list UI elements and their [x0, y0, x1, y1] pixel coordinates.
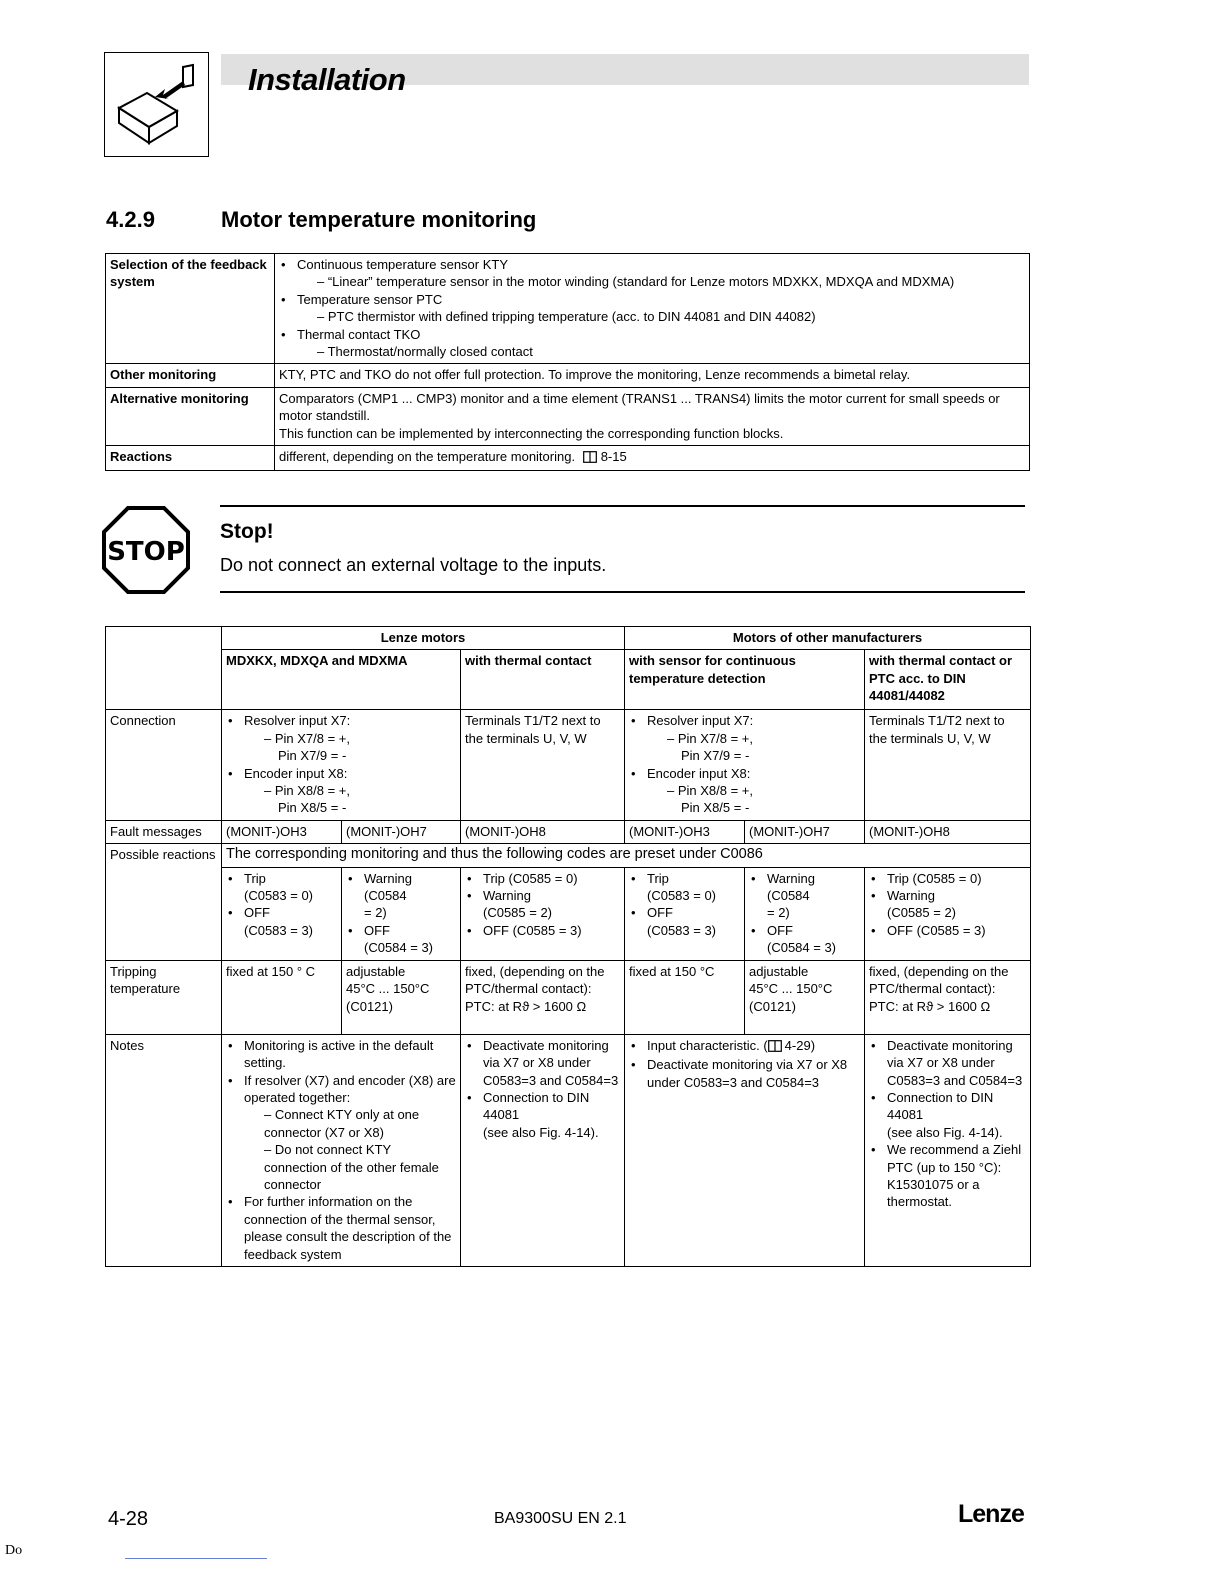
list-item — [629, 712, 860, 764]
alt-text-2: This function can be implemented by interconnecting the corresponding function blocks. — [279, 425, 784, 441]
note-text: 4-29) — [784, 1037, 816, 1053]
list-item: • OFF (C0585 = 3) — [465, 922, 620, 939]
reactions-text: different, depending on the temperature monitoring. — [279, 449, 576, 465]
alt-text-1: Comparators (CMP1 ... CMP3) monitor and a time element (TRANS1 ... TRANS4) limits the motor current for small speeds or motor standstill. — [279, 390, 1000, 424]
reaction-text: Warning — [887, 888, 935, 904]
selection-label: Selection of the feedback system — [106, 254, 275, 364]
notes-cell — [625, 1034, 865, 1266]
reaction-text: (C0583 = 0) — [647, 888, 717, 904]
list-item: • Trip (C0585 = 0) — [869, 870, 1026, 887]
section-title: Motor temperature monitoring — [221, 207, 537, 232]
fault-cell: (MONIT-)OH7 — [342, 820, 461, 843]
col-lenze-thermal: with thermal contact — [461, 650, 625, 710]
reaction-cell — [865, 867, 1031, 960]
reactions-cell — [275, 446, 1030, 471]
list-item-sub: – “Linear” temperature sensor in the motor winding (standard for Lenze motors MDXKX, MDXQA and MDXMA) — [317, 274, 955, 290]
stop-text: Do not connect an external voltage to the inputs. — [220, 555, 607, 575]
list-item — [749, 870, 860, 922]
fault-cell: (MONIT-)OH8 — [461, 820, 625, 843]
conn-pin: – Pin X7/8 = +, — [264, 730, 351, 746]
tripping-text: PTC: at Rϑ > 1600 Ω — [465, 998, 587, 1014]
selection-cell — [275, 254, 1030, 364]
document-code: BA9300SU EN 2.1 — [494, 1510, 627, 1527]
group-other: Motors of other manufacturers — [625, 627, 1031, 650]
reaction-text: Trip — [244, 870, 266, 886]
stop-sign-icon — [102, 506, 190, 594]
list-item-sub: – Thermostat/normally closed contact — [317, 344, 533, 360]
list-item — [629, 870, 740, 905]
stop-title: Stop! — [220, 520, 274, 543]
note-text: (see also Fig. 4-14). — [483, 1124, 599, 1140]
conn-pin: – Pin X8/8 = +, — [264, 783, 351, 799]
fault-cell: (MONIT-)OH8 — [865, 820, 1031, 843]
empty-cell — [106, 627, 222, 710]
note-text: – Connect KTY only at one connector (X7 or X8) — [264, 1107, 420, 1140]
list-item — [749, 922, 860, 957]
tripping-text: (C0121) — [346, 998, 393, 1014]
reaction-text: OFF — [647, 905, 673, 921]
notes-cell — [222, 1034, 461, 1266]
reaction-text: (C0583 = 3) — [244, 922, 314, 938]
reaction-text: (C0583 = 3) — [647, 922, 717, 938]
conn-other-sensor — [625, 710, 865, 820]
reaction-text: (C0583 = 0) — [244, 888, 314, 904]
reaction-cell — [625, 867, 745, 960]
list-item: • Trip (C0585 = 0) — [465, 870, 620, 887]
divider — [220, 505, 1025, 507]
tripping-text: PTC: at Rϑ > 1600 Ω — [869, 998, 991, 1014]
note-text: – Do not connect KTY connection of the other female connector — [264, 1142, 439, 1192]
conn-pin: – Pin X8/8 = +, — [667, 783, 754, 799]
reaction-text: OFF — [244, 905, 270, 921]
link-underline — [125, 1558, 267, 1559]
table-row — [106, 387, 1030, 445]
list-item — [226, 1072, 456, 1194]
list-item — [465, 887, 620, 922]
other-text: KTY, PTC and TKO do not offer full protection. To improve the monitoring, Lenze recommends a bimetal relay. — [275, 364, 1030, 387]
conn-pin: Pin X7/9 = - — [278, 748, 347, 764]
list-item-sub: – PTC thermistor with defined tripping temperature (acc. to DIN 44081 and DIN 44082) — [317, 309, 816, 325]
col-other-sensor: with sensor for continuous temperature detection — [625, 650, 865, 710]
tripping-text: adjustable — [346, 963, 406, 979]
divider — [220, 591, 1025, 593]
list-item — [279, 256, 1025, 291]
reaction-text: Trip — [647, 870, 669, 886]
reaction-text: OFF — [364, 922, 390, 938]
list-item-main: Thermal contact TKO — [297, 326, 421, 342]
reaction-cell — [461, 867, 625, 960]
reaction-text: (C0585 = 2) — [483, 905, 553, 921]
conn-pin: Pin X8/5 = - — [278, 800, 347, 816]
book-icon — [583, 450, 597, 467]
tripping-text: fixed, (depending on the PTC/thermal contact): — [465, 963, 605, 997]
row-connection: Connection — [106, 710, 222, 820]
tripping-cell — [745, 960, 865, 1034]
lenze-logo: Lenze — [958, 1500, 1024, 1528]
other-label: Other monitoring — [106, 364, 275, 387]
list-item — [869, 1089, 1026, 1141]
corner-text: Do — [5, 1543, 23, 1558]
table-row — [106, 364, 1030, 387]
table-row — [106, 844, 1031, 867]
reactions-ref: 8-15 — [600, 449, 627, 465]
list-item-main: Temperature sensor PTC — [297, 291, 443, 307]
row-tripping: Tripping temperature — [106, 960, 222, 1034]
list-item: • Deactivate monitoring via X7 or X8 under C0583=3 and C0584=3 — [869, 1037, 1026, 1089]
reactions-label: Reactions — [106, 446, 275, 471]
motor-table — [105, 626, 1031, 1267]
table-row — [106, 867, 1031, 960]
conn-pin: Pin X7/9 = - — [681, 748, 750, 764]
conn-lenze-thermal: Terminals T1/T2 next to the terminals U, V, W — [461, 710, 625, 820]
fault-cell: (MONIT-)OH7 — [745, 820, 865, 843]
tripping-text: 45°C ... 150°C — [749, 981, 833, 997]
row-fault: Fault messages — [106, 820, 222, 843]
list-item — [869, 887, 1026, 922]
note-text: Connection to DIN 44081 — [483, 1089, 590, 1123]
conn-encoder: Encoder input X8: — [244, 765, 348, 781]
conn-pin: – Pin X7/8 = +, — [667, 730, 754, 746]
list-item: • For further information on the connection of the thermal sensor, please consult the description of the feedback system — [226, 1193, 456, 1263]
note-text: Input characteristic. — [647, 1037, 760, 1053]
book-icon — [768, 1039, 782, 1056]
page-title: Installation — [248, 62, 406, 97]
reaction-text: (C0584 = 3) — [364, 940, 434, 956]
reaction-cell — [342, 867, 461, 960]
page-number: 4-28 — [108, 1508, 149, 1530]
stop-sign-text: STOP — [107, 537, 185, 567]
list-item-main: Continuous temperature sensor KTY — [297, 257, 508, 272]
table-row — [106, 650, 1031, 710]
list-item — [226, 712, 456, 764]
list-item — [629, 765, 860, 817]
list-item: • Deactivate monitoring via X7 or X8 under C0583=3 and C0584=3 — [629, 1056, 860, 1091]
reaction-text: Warning (C0584 — [364, 870, 412, 904]
tripping-cell — [342, 960, 461, 1034]
tripping-cell: fixed at 150 ° C — [222, 960, 342, 1034]
tripping-cell — [865, 960, 1031, 1034]
table-row — [106, 1034, 1031, 1266]
list-item: • Monitoring is active in the default setting. — [226, 1037, 456, 1072]
tripping-cell: fixed at 150 °C — [625, 960, 745, 1034]
tripping-cell — [461, 960, 625, 1034]
reaction-text: = 2) — [364, 905, 387, 921]
conn-pin: Pin X8/5 = - — [681, 800, 750, 816]
note-text: If resolver (X7) and encoder (X8) are operated together: — [244, 1072, 456, 1105]
notes-cell — [461, 1034, 625, 1266]
notes-cell — [865, 1034, 1031, 1266]
reaction-text: Warning (C0584 — [767, 870, 815, 904]
list-item: • Input characteristic. ( 4-29) — [629, 1037, 860, 1056]
fault-cell: (MONIT-)OH3 — [625, 820, 745, 843]
reaction-cell — [222, 867, 342, 960]
conn-other-thermal: Terminals T1/T2 next to the terminals U, V, W — [865, 710, 1031, 820]
section-number: 4.2.9 — [106, 207, 155, 232]
conn-encoder: Encoder input X8: — [647, 765, 751, 781]
tripping-text: fixed, (depending on the PTC/thermal contact): — [869, 963, 1009, 997]
alt-cell — [275, 387, 1030, 445]
tripping-text: (C0121) — [749, 998, 796, 1014]
tripping-text: adjustable — [749, 963, 809, 979]
reaction-text: Warning — [483, 888, 531, 904]
reaction-text: (C0584 = 3) — [767, 940, 837, 956]
list-item — [226, 870, 337, 905]
col-other-thermal: with thermal contact or PTC acc. to DIN 44081/44082 — [865, 650, 1031, 710]
reaction-text: (C0585 = 2) — [887, 905, 957, 921]
conn-resolver: Resolver input X7: — [647, 713, 754, 729]
table-row — [106, 627, 1031, 650]
row-reactions: Possible reactions — [106, 844, 222, 960]
table-row — [106, 446, 1030, 471]
list-item — [226, 904, 337, 939]
installation-box-icon — [104, 52, 209, 157]
row-notes: Notes — [106, 1034, 222, 1266]
list-item — [465, 1089, 620, 1141]
list-item — [279, 326, 1025, 361]
note-text: Connection to DIN 44081 — [887, 1089, 994, 1123]
list-item: • Deactivate monitoring via X7 or X8 under C0583=3 and C0584=3 — [465, 1037, 620, 1089]
reaction-text: = 2) — [767, 905, 790, 921]
list-item — [226, 765, 456, 817]
tripping-text: 45°C ... 150°C — [346, 981, 430, 997]
overview-table — [105, 253, 1030, 471]
table-row — [106, 960, 1031, 1034]
col-mdx: MDXKX, MDXQA and MDXMA — [222, 650, 461, 710]
reactions-preset: The corresponding monitoring and thus the following codes are preset under C0086 — [222, 844, 1031, 867]
table-row — [106, 820, 1031, 843]
conn-resolver: Resolver input X7: — [244, 713, 351, 729]
fault-cell: (MONIT-)OH3 — [222, 820, 342, 843]
list-item — [346, 922, 456, 957]
list-item — [629, 904, 740, 939]
group-lenze: Lenze motors — [222, 627, 625, 650]
conn-mdx — [222, 710, 461, 820]
reaction-text: OFF — [767, 922, 793, 938]
alt-label: Alternative monitoring — [106, 387, 275, 445]
table-row — [106, 254, 1030, 364]
reaction-cell — [745, 867, 865, 960]
list-item: • OFF (C0585 = 3) — [869, 922, 1026, 939]
list-item — [346, 870, 456, 922]
list-item: • We recommend a Ziehl PTC (up to 150 °C): K15301075 or a thermostat. — [869, 1141, 1026, 1211]
note-text: (see also Fig. 4-14). — [887, 1124, 1003, 1140]
list-item — [279, 291, 1025, 326]
table-row — [106, 710, 1031, 820]
